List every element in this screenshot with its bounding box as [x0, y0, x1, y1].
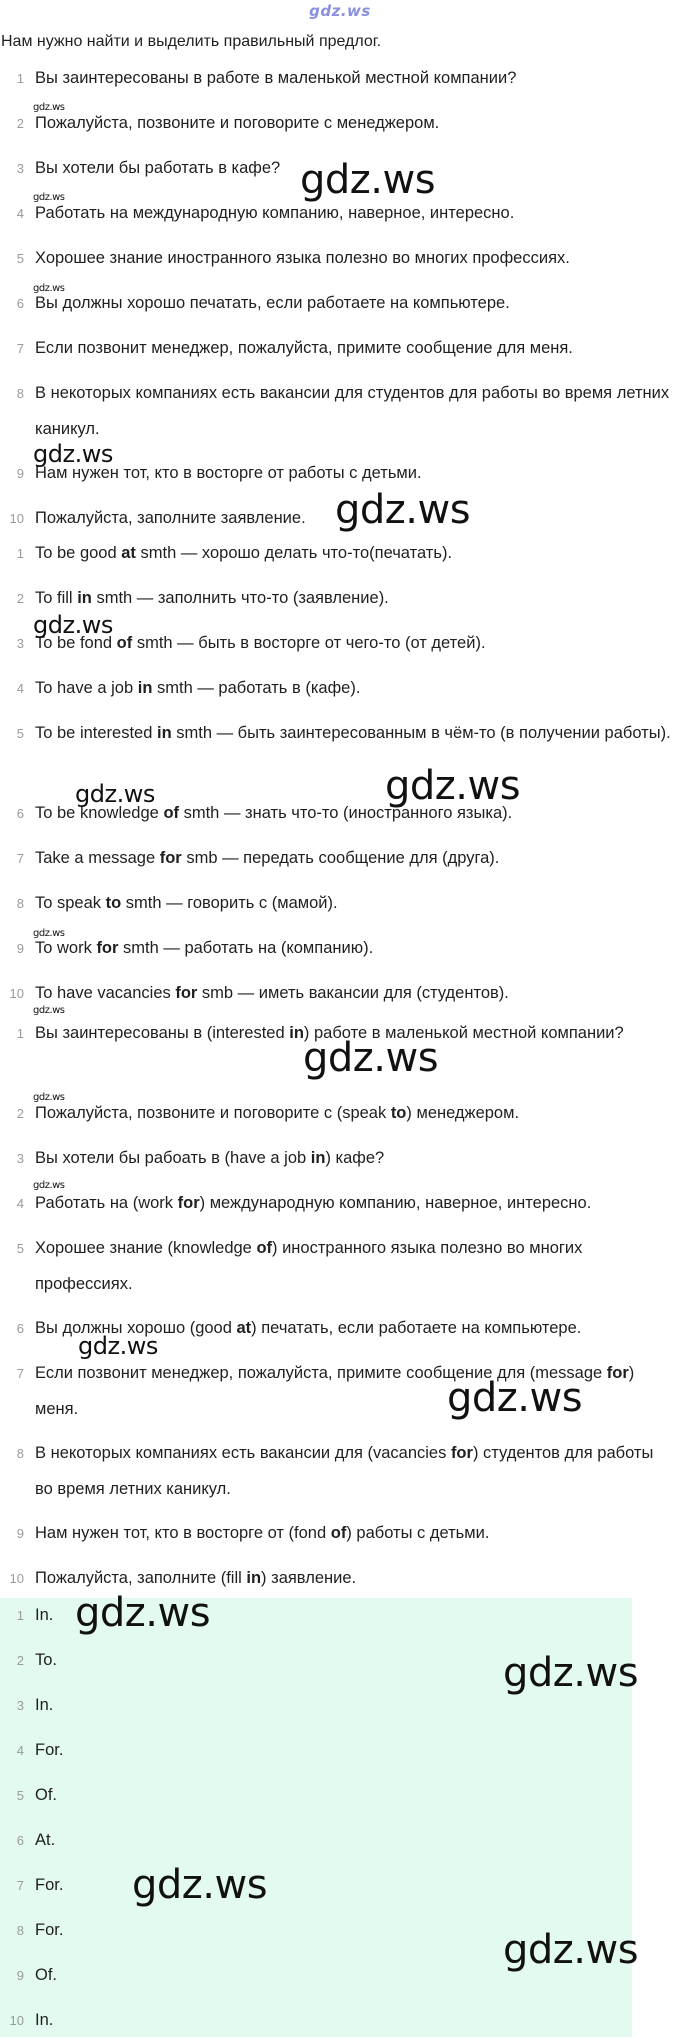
answer-item	[0, 1773, 680, 1818]
answer-text: For.	[35, 1741, 64, 1759]
answer-item	[0, 1863, 680, 1908]
preposition: for	[450, 1444, 473, 1462]
item-number: 10	[9, 986, 24, 1001]
preposition: for	[177, 1194, 200, 1212]
watermark: gdz.ws	[78, 1332, 158, 1360]
item-number: 3	[16, 636, 24, 651]
preposition: in	[77, 589, 92, 607]
watermark: gdz.ws	[33, 283, 65, 294]
item-text: Вы хотели бы рабоать в (have a job in) кафе?	[35, 1149, 385, 1167]
watermark: gdz.ws	[33, 1092, 65, 1103]
list-item	[0, 1136, 680, 1181]
watermark: gdz.ws	[447, 1375, 583, 1421]
preposition: at	[236, 1319, 252, 1337]
list-item	[0, 1091, 680, 1136]
watermark: gdz.ws	[303, 1035, 439, 1081]
item-text: Работать на (work for) международную компанию, наверное, интересно.	[35, 1194, 592, 1212]
item-text: Пожалуйста, позвоните и поговорите с менеджером.	[35, 114, 440, 132]
item-text: To be fond of smth — быть в восторге от чего-то (от детей).	[35, 634, 486, 652]
item-number: 4	[16, 206, 24, 221]
watermark: gdz.ws	[385, 763, 521, 809]
item-number: 10	[9, 2013, 24, 2028]
item-number: 7	[16, 1366, 24, 1381]
item-text: To fill in smth — заполнить что-то (заявление).	[35, 589, 389, 607]
list-item	[0, 881, 680, 926]
preposition: for	[96, 939, 119, 957]
answer-text: To.	[35, 1651, 58, 1669]
preposition: to	[390, 1104, 407, 1122]
item-number: 8	[16, 1923, 24, 1938]
item-number: 3	[16, 161, 24, 176]
item-text: Если позвонит менеджер, пожалуйста, примите сообщение для меня.	[35, 339, 573, 357]
watermark: gdz.ws	[75, 1590, 211, 1636]
watermark: gdz.ws	[132, 1862, 268, 1908]
watermark: gdz.ws	[335, 487, 471, 533]
watermark: gdz.ws	[33, 102, 65, 113]
item-number: 8	[16, 896, 24, 911]
list-item	[0, 836, 680, 881]
item-text: Хорошее знание (knowledge of) иностранного языка полезно во многих профессиях.	[35, 1239, 583, 1293]
item-text: Работать на международную компанию, наверное, интересно.	[35, 204, 515, 222]
watermark: gdz.ws	[503, 1650, 639, 1696]
list-item	[0, 1511, 680, 1556]
item-number: 1	[16, 546, 24, 561]
list-item	[0, 56, 680, 101]
item-number: 10	[9, 1571, 24, 1586]
item-text: Если позвонит менеджер, пожалуйста, примите сообщение для (message for) меня.	[35, 1364, 635, 1418]
item-number: 3	[16, 1698, 24, 1713]
list-item	[0, 371, 680, 451]
list-item	[0, 101, 680, 146]
preposition: for	[606, 1364, 629, 1382]
preposition: of	[330, 1524, 347, 1542]
item-number: 5	[16, 726, 24, 741]
watermark: gdz.ws	[33, 192, 65, 203]
preposition: for	[159, 849, 182, 867]
item-text: Вы заинтересованы в работе в маленькой местной компании?	[35, 69, 517, 87]
watermark: gdz.ws	[75, 780, 155, 808]
item-text: To be interested in smth — быть заинтересованным в чём-то (в получении работы).	[35, 724, 671, 742]
item-number: 8	[16, 386, 24, 401]
preposition: of	[163, 804, 180, 822]
answer-text: In.	[35, 1606, 54, 1624]
item-number: 6	[16, 1833, 24, 1848]
item-number: 3	[16, 1151, 24, 1166]
item-number: 5	[16, 1788, 24, 1803]
item-number: 9	[16, 941, 24, 956]
item-number: 4	[16, 1196, 24, 1211]
list-item	[0, 326, 680, 371]
item-number: 1	[16, 71, 24, 86]
list-item	[0, 926, 680, 971]
item-number: 7	[16, 341, 24, 356]
item-number: 2	[16, 1106, 24, 1121]
item-number: 6	[16, 806, 24, 821]
item-text: To work for smth — работать на (компанию).	[35, 939, 374, 957]
item-number: 2	[16, 116, 24, 131]
item-text: To be good at smth — хорошо делать что-то(печатать).	[35, 544, 453, 562]
answer-text: At.	[35, 1831, 56, 1849]
item-number: 5	[16, 1241, 24, 1256]
watermark: gdz.ws	[33, 1005, 65, 1016]
preposition: in	[310, 1149, 326, 1167]
item-text: Take a message for smb — передать сообщение для (друга).	[35, 849, 500, 867]
item-text: Пожалуйста, заполните (fill in) заявление.	[35, 1569, 357, 1587]
item-number: 8	[16, 1446, 24, 1461]
item-text: Нам нужен тот, кто в восторге от работы с детьми.	[35, 464, 422, 482]
watermark: gdz.ws	[300, 157, 436, 203]
answer-item	[0, 1728, 680, 1773]
preposition: in	[289, 1024, 304, 1042]
watermark: gdz.ws	[33, 1180, 65, 1191]
item-number: 7	[16, 1878, 24, 1893]
item-number: 9	[16, 1968, 24, 1983]
highlighted-sentences-list	[0, 1011, 680, 1601]
answer-text: In.	[35, 2011, 54, 2029]
watermark: gdz.ws	[33, 440, 113, 468]
item-text: Вы заинтересованы в (interested in) работе в маленькой местной компании?	[35, 1024, 624, 1042]
item-text: To speak to smth — говорить с (мамой).	[35, 894, 338, 912]
list-item	[0, 711, 680, 791]
item-text: Нам нужен тот, кто в восторге от (fond of) работы с детьми.	[35, 1524, 490, 1542]
phrases-list	[0, 531, 680, 1016]
preposition: for	[175, 984, 198, 1002]
item-text: To be knowledge of smth — знать что-то (иностранного языка).	[35, 804, 513, 822]
item-text: Вы должны хорошо (good at) печатать, если работаете на компьютере.	[35, 1319, 582, 1337]
item-text: В некоторых компаниях есть вакансии для студентов для работы во время летних каникул.	[35, 384, 670, 438]
list-item	[0, 666, 680, 711]
item-text: To have vacancies for smb — иметь вакансии для (студентов).	[35, 984, 509, 1002]
preposition: of	[116, 634, 133, 652]
preposition: of	[256, 1239, 273, 1257]
item-number: 4	[16, 1743, 24, 1758]
item-number: 6	[16, 296, 24, 311]
item-text: В некоторых компаниях есть вакансии для (vacancies for) студентов для работы во время летних каникул.	[35, 1444, 654, 1498]
preposition: in	[246, 1569, 262, 1587]
item-number: 2	[16, 591, 24, 606]
item-text: Хорошее знание иностранного языка полезно во многих профессиях.	[35, 249, 570, 267]
preposition: at	[121, 544, 136, 562]
list-item	[0, 1226, 680, 1306]
item-text: Пожалуйста, позвоните и поговорите с (speak to) менеджером.	[35, 1104, 520, 1122]
item-number: 1	[16, 1026, 24, 1041]
preposition: in	[157, 724, 172, 742]
preposition: to	[105, 894, 122, 912]
item-number: 6	[16, 1321, 24, 1336]
list-item	[0, 971, 680, 1016]
item-number: 2	[16, 1653, 24, 1668]
watermark: gdz.ws	[33, 611, 113, 639]
site-logo[interactable]: gdz.ws	[309, 2, 371, 20]
list-item	[0, 281, 680, 326]
item-text: Вы должны хорошо печатать, если работаете на компьютере.	[35, 294, 510, 312]
item-number: 5	[16, 251, 24, 266]
answer-item	[0, 1818, 680, 1863]
item-number: 4	[16, 681, 24, 696]
answer-text: For.	[35, 1921, 64, 1939]
answer-item	[0, 1998, 680, 2043]
list-item	[0, 531, 680, 576]
item-number: 9	[16, 466, 24, 481]
watermark: gdz.ws	[503, 1927, 639, 1973]
sentences-list	[0, 56, 680, 541]
answer-text: Of.	[35, 1966, 58, 1984]
item-number: 1	[16, 1608, 24, 1623]
item-text: Пожалуйста, заполните заявление.	[35, 509, 306, 527]
item-text: To have a job in smth — работать в (кафе).	[35, 679, 361, 697]
list-item	[0, 1431, 680, 1511]
answer-text: For.	[35, 1876, 64, 1894]
item-number: 7	[16, 851, 24, 866]
preposition: in	[137, 679, 153, 697]
item-number: 10	[9, 511, 24, 526]
list-item	[0, 1181, 680, 1226]
task-intro: Нам нужно найти и выделить правильный предлог.	[1, 33, 382, 50]
list-item	[0, 236, 680, 281]
watermark: gdz.ws	[33, 928, 65, 939]
answer-text: Of.	[35, 1786, 58, 1804]
item-number: 9	[16, 1526, 24, 1541]
item-text: Вы хотели бы работать в кафе?	[35, 159, 281, 177]
answer-text: In.	[35, 1696, 54, 1714]
